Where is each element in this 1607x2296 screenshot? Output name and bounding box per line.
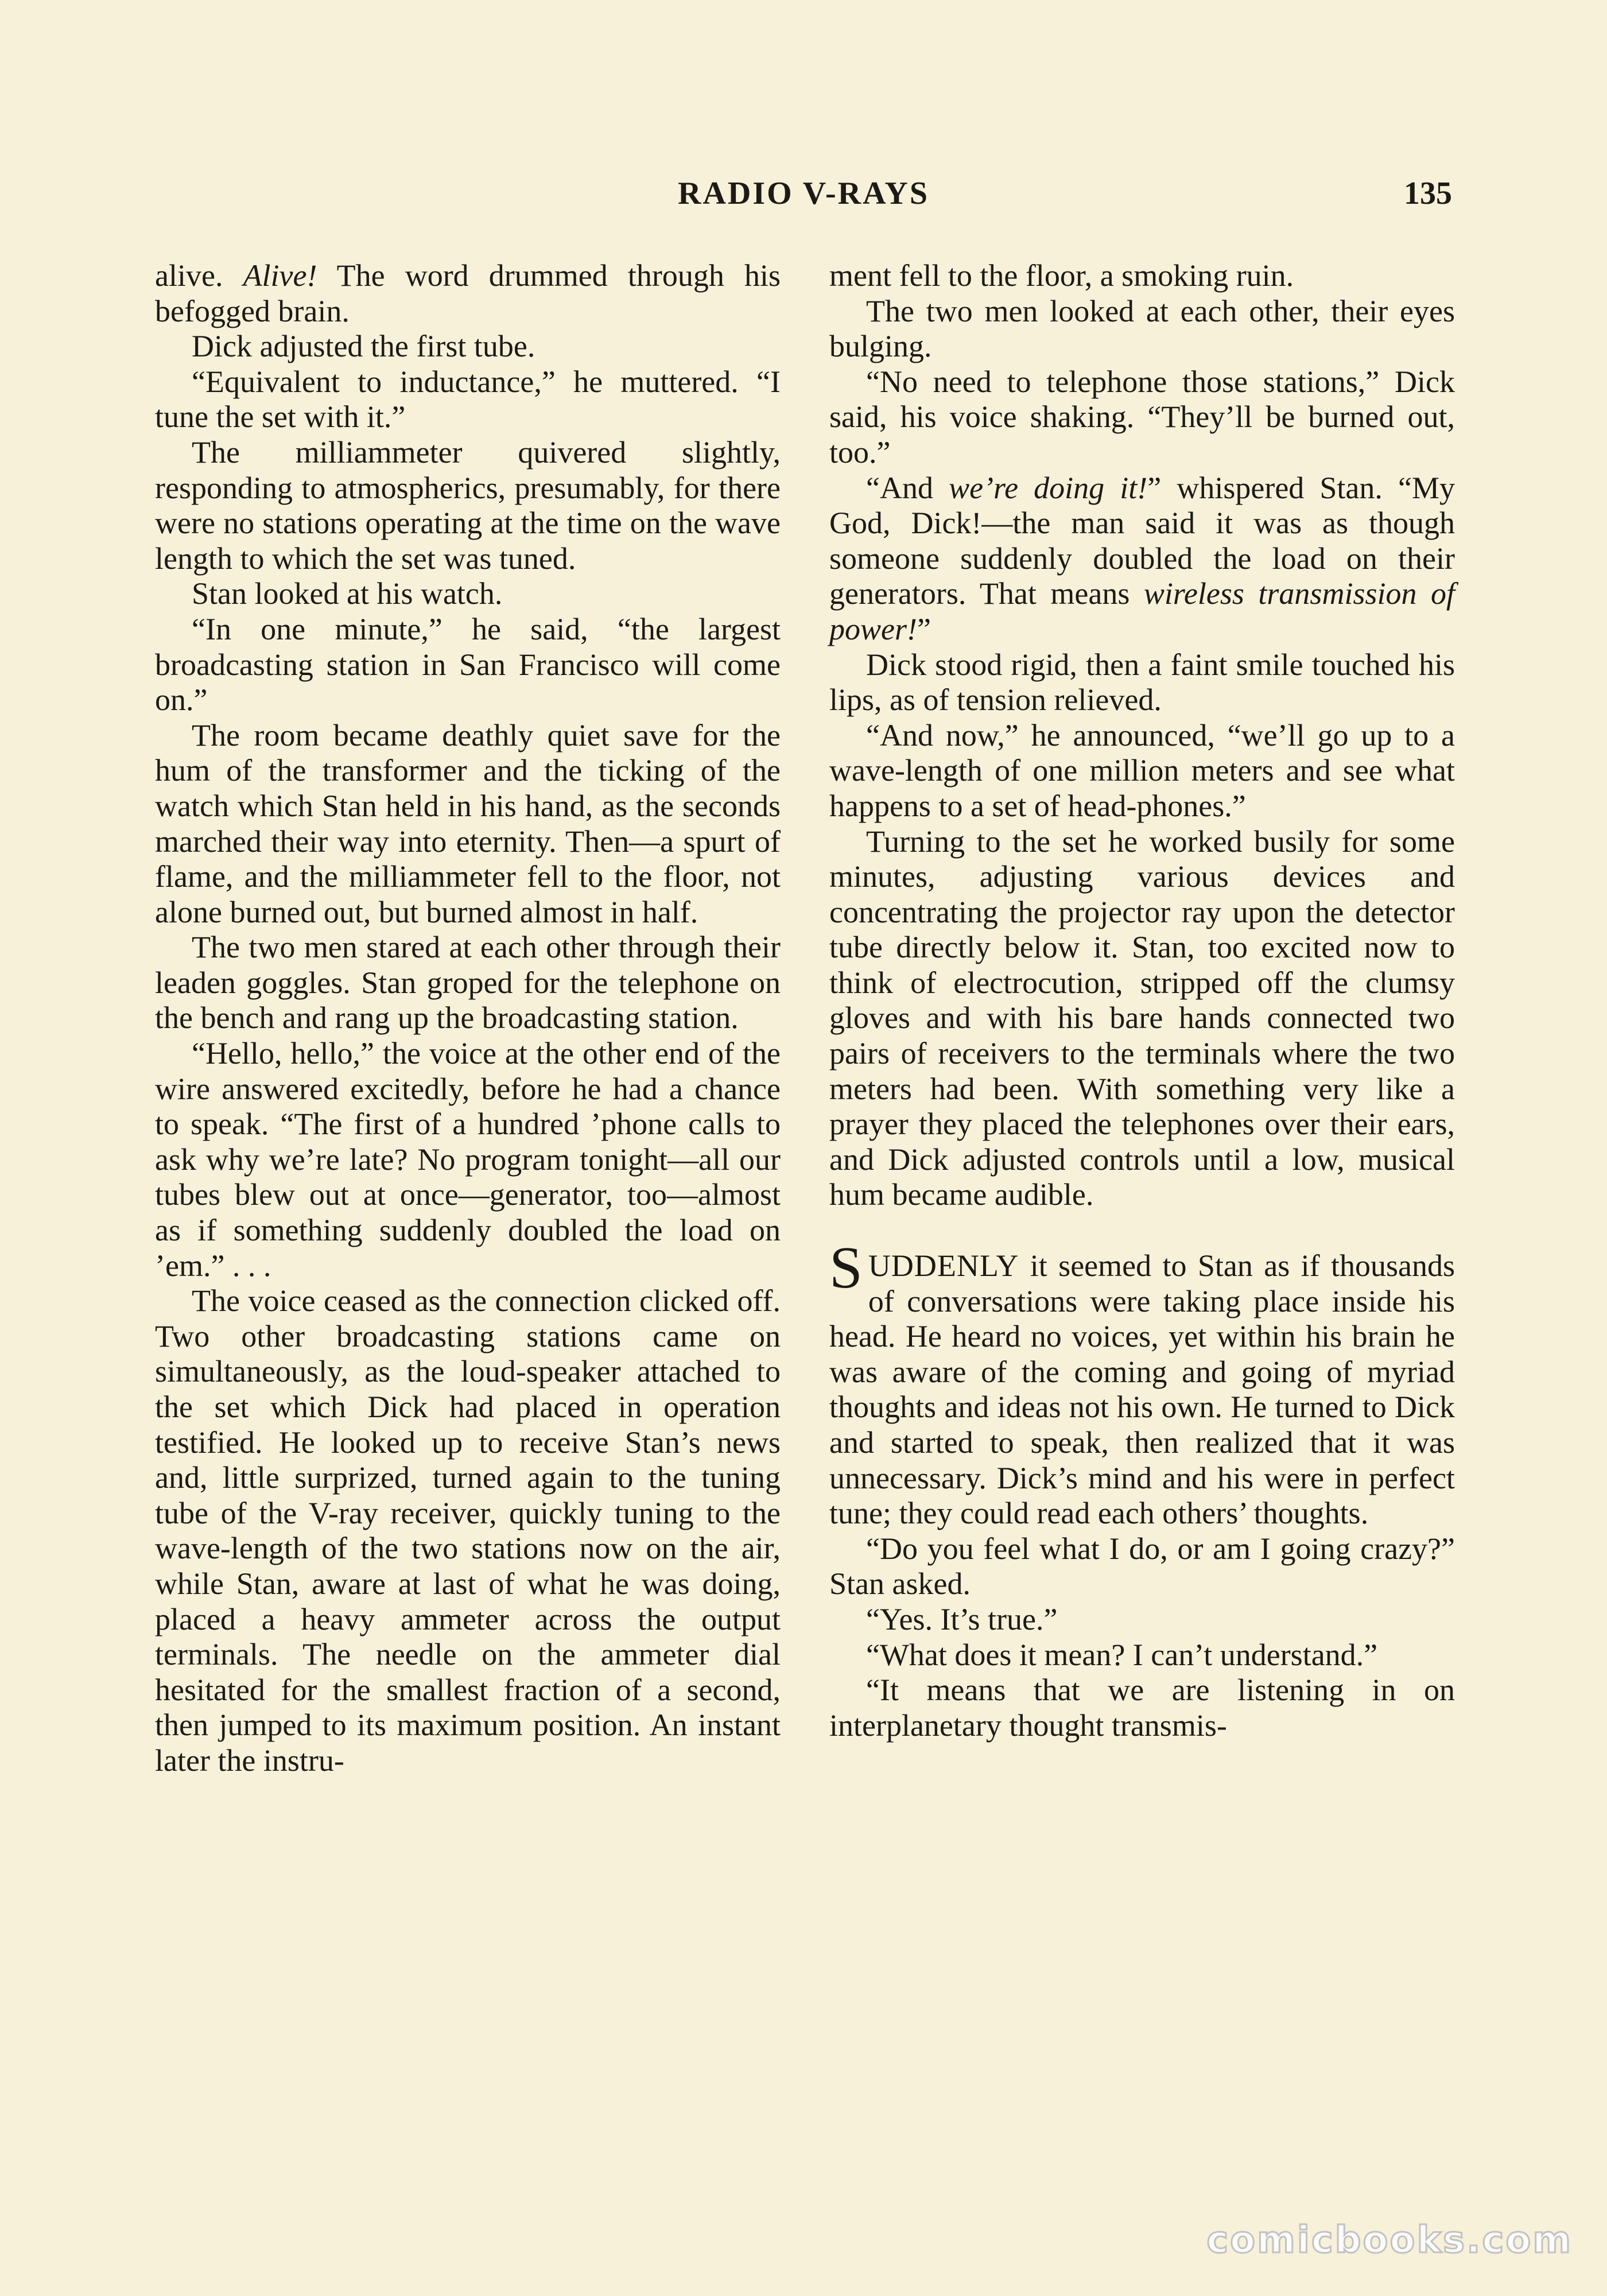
italic-text: we’re doing it! xyxy=(949,470,1148,505)
text-run: “Hello, hello,” the voice at the other end of the wire answered excitedly, before he had a chance to speak. “The first of a hundred ’phone calls to ask why we’re late? No program tonight—all our tubes blew out at once—generator, too—almost as if something suddenly doubled the load on ’em.” . . . xyxy=(155,1036,781,1283)
paragraph xyxy=(155,329,781,364)
text-run: “No need to telephone those stations,” Dick said, his voice shaking. “They’ll be burned out, too.” xyxy=(829,364,1455,470)
paragraph xyxy=(155,576,781,612)
text-run: “Equivalent to inductance,” he muttered. “I tune the set with it.” xyxy=(155,364,781,435)
text-run: Turning to the set he worked busily for some minutes, adjusting various devices and concentrating the projector ray upon the detector tube directly below it. Stan, too excited now to think of electrocution, stripped off the clumsy gloves and with his bare hands connected two pairs of receivers to the terminals where the two meters had been. With something very like a prayer they placed the telephones over their ears, and Dick adjusted controls until a low, musical hum became audible. xyxy=(829,824,1455,1212)
text-run: “In one minute,” he said, “the largest broadcasting station in San Francisco will come on.” xyxy=(155,611,781,718)
page-header xyxy=(155,169,1452,221)
text-run: The two men stared at each other through their leaden goggles. Stan groped for the telephone on the bench and rang up the broadcasting station. xyxy=(155,930,781,1035)
paragraph xyxy=(829,1602,1455,1638)
watermark-logo: comicbooks.com xyxy=(1206,2219,1573,2262)
paragraph xyxy=(155,1036,781,1283)
paragraph xyxy=(829,258,1455,294)
paragraph xyxy=(155,612,781,718)
text-run: Dick adjusted the first tube. xyxy=(192,329,535,364)
italic-text: wireless transmission of power! xyxy=(829,576,1455,646)
text-run: Dick stood rigid, then a faint smile touched his lips, as of tension relieved. xyxy=(829,647,1455,718)
paragraph xyxy=(829,1531,1455,1602)
text-run: it seemed to Stan as if thousands of conversations were taking place inside his head. He heard no voices, yet within his brain he was aware of the coming and going of myriad thoughts and ideas not his own. He turned to Dick and started to speak, then realized that it was unnecessary. Dick’s mind and his were in perfect tune; they could read each others’ thoughts. xyxy=(829,1248,1455,1531)
paragraph xyxy=(829,647,1455,718)
text-run: The milliammeter quivered slightly, responding to atmospherics, presumably, for there were no stations operating at the time on the wave length to which the set was tuned. xyxy=(155,435,781,576)
paragraph xyxy=(829,294,1455,364)
text-run: The two men looked at each other, their eyes bulging. xyxy=(829,293,1455,364)
paragraph xyxy=(829,824,1455,1213)
drop-cap: S xyxy=(829,1235,863,1301)
paragraph xyxy=(155,258,781,329)
text-run: ment fell to the floor, a smoking ruin. xyxy=(829,258,1294,293)
paragraph xyxy=(155,364,781,435)
running-head: RADIO V-RAYS xyxy=(678,176,929,211)
paragraph xyxy=(829,1235,1455,1531)
text-run: “What does it mean? I can’t understand.” xyxy=(866,1637,1378,1672)
text-run: ” whispered Stan. “My God, Dick!—the man said it was as though someone suddenly doubled the load on their generators. That means xyxy=(829,470,1455,611)
text-run: The room became deathly quiet save for the hum of the transformer and the ticking of the watch which Stan held in his hand, as the seconds marched their way into eternity. Then—a spurt of flame, and the milliammeter fell to the floor, not alone burned out, but burned almost in half. xyxy=(155,718,781,929)
text-run: alive. xyxy=(155,258,243,293)
text-run: “It means that we are listening in on interplanetary thought transmis- xyxy=(829,1673,1455,1743)
paragraph xyxy=(829,1638,1455,1673)
text-run: “Do you feel what I do, or am I going crazy?” Stan asked. xyxy=(829,1531,1455,1601)
paragraph xyxy=(829,1673,1455,1743)
text-run: “Yes. It’s true.” xyxy=(866,1601,1058,1636)
text-run: The voice ceased as the connection clicked off. Two other broadcasting stations came on simultaneously, as the loud-speaker attached to the set which Dick had placed in operation testified. He looked up to receive Stan’s news and, little surprized, turned again to the tuning tube of the V-ray receiver, quickly tuning to the wave-length of the two stations now on the air, while Stan, aware at last of what he was doing, placed a heavy ammeter across the output terminals. The needle on the ammeter dial hesitated for the smallest fraction of a second, then jumped to its maximum position. An instant later the instru- xyxy=(155,1283,781,1778)
paragraph xyxy=(829,471,1455,647)
text-run: Stan looked at his watch. xyxy=(192,576,503,611)
text-run: “And xyxy=(866,470,949,505)
page-number: 135 xyxy=(1404,176,1452,211)
small-caps-lead: UDDENLY xyxy=(868,1248,1019,1283)
italic-text: Alive! xyxy=(243,258,317,293)
paragraph xyxy=(155,930,781,1036)
text-run: The word drummed through his befogged brain. xyxy=(155,258,781,328)
left-column xyxy=(155,258,781,1779)
paragraph xyxy=(829,718,1455,824)
right-column xyxy=(829,258,1455,1743)
paragraph xyxy=(155,718,781,930)
paragraph xyxy=(155,435,781,576)
paragraph xyxy=(829,364,1455,471)
text-run: “And now,” he announced, “we’ll go up to a wave-length of one million meters and see what happens to a set of head-phones.” xyxy=(829,718,1455,823)
paragraph xyxy=(155,1283,781,1778)
text-run: ” xyxy=(917,611,931,646)
